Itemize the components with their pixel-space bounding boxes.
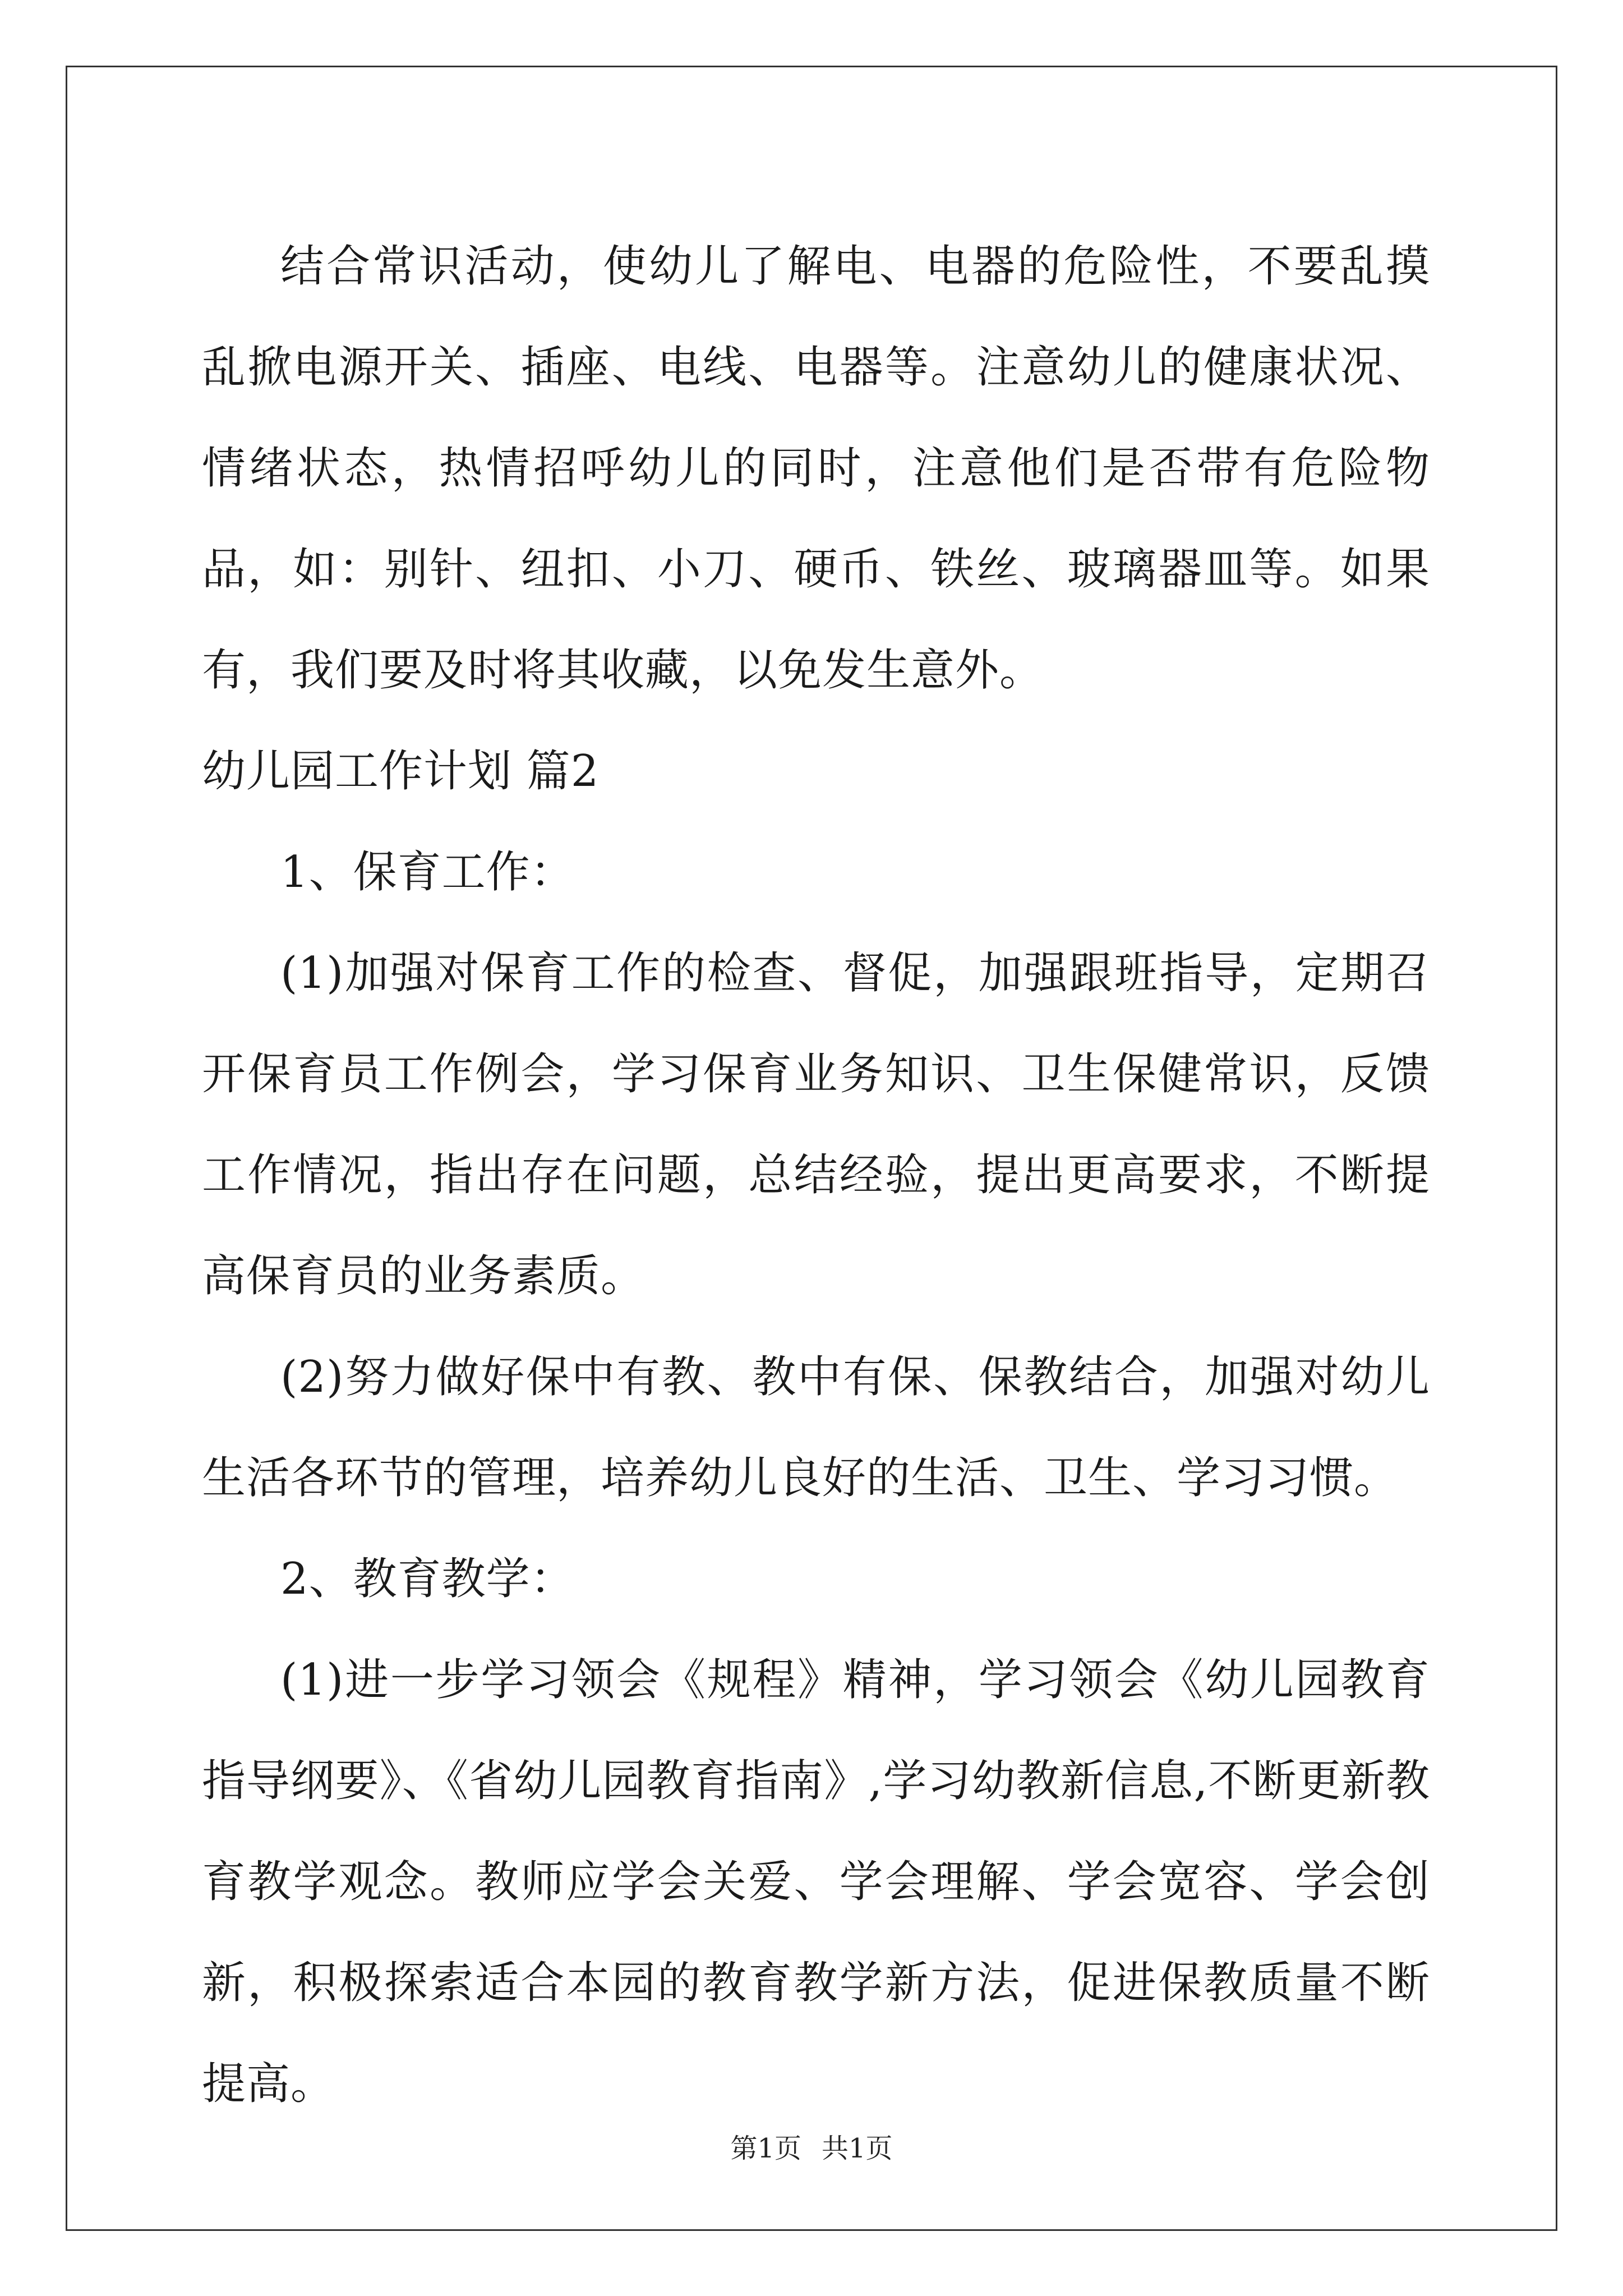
subheading-teaching: 2、教育教学： — [280, 1554, 575, 1604]
page-number: 第1页 — [730, 2133, 801, 2164]
paragraph-care-work-2: (2)努力做好保中有教、教中有保、保教结合，加强对幼儿生活各环节的管理，培养幼儿良好的生活、卫生、学习习惯。 — [202, 1352, 1430, 1503]
page-total: 共1页 — [822, 2133, 893, 2164]
page-footer — [0, 2132, 1623, 2165]
document-body — [202, 216, 1430, 2134]
paragraph-safety-electricity: 结合常识活动，使幼儿了解电、电器的危险性，不要乱摸乱掀电源开关、插座、电线、电器等。注意幼儿的健康状况、情绪状态，热情招呼幼儿的同时，注意他们是否带有危险物品，如：别针、纽扣、小刀、硬币、铁丝、玻璃器皿等。如果有，我们要及时将其收藏，以免发生意外。 — [202, 241, 1430, 696]
paragraph-teaching-1: (1)进一步学习领会《规程》精神，学习领会《幼儿园教育指导纲要》、《省幼儿园教育指南》,学习幼教新信息,不断更新教育教学观念。教师应学会关爱、学会理解、学会宽容、学会创新，积极探索适合本园的教育教学新方法，促进保教质量不断提高。 — [202, 1655, 1430, 2109]
subheading-care-work: 1、保育工作： — [280, 847, 575, 898]
paragraph-care-work-1: (1)加强对保育工作的检查、督促，加强跟班指导，定期召开保育员工作例会，学习保育业务知识、卫生保健常识，反馈工作情况，指出存在问题，总结经验，提出更高要求，不断提高保育员的业务素质。 — [202, 948, 1430, 1301]
section-heading: 幼儿园工作计划 篇2 — [202, 746, 600, 797]
